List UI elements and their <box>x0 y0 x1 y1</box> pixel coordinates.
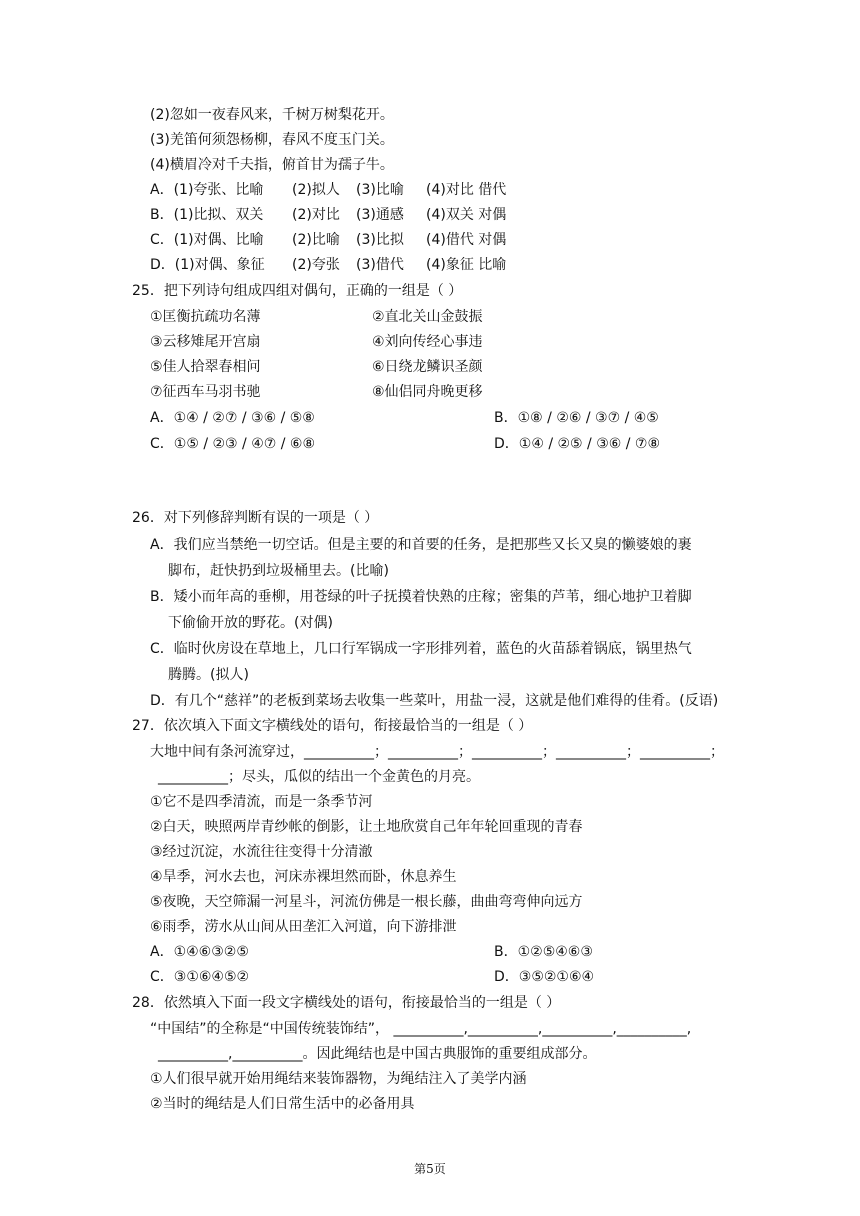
q25-item-8: ⑧仙侣同舟晚更移 <box>372 384 483 400</box>
q27-option-d: D．③⑤②①⑥④ <box>494 969 595 985</box>
q24-option-c-4: (4)借代 对偶 <box>426 232 507 248</box>
q24-line-4: (4)横眉冷对千夫指，俯首甘为孺子牛。 <box>150 157 394 173</box>
q27-item-5: ⑤夜晚，天空筛漏一河星斗，河流仿佛是一根长藤，曲曲弯弯伸向远方 <box>150 894 583 910</box>
q24-option-b-4: (4)双关 对偶 <box>426 207 507 223</box>
q25-item-1: ①匡衡抗疏功名薄 <box>150 309 261 325</box>
q27-item-4: ④旱季，河水去也，河床赤裸坦然而卧，休息养生 <box>150 869 457 885</box>
q28-item-2: ②当时的绳结是人们日常生活中的必备用具 <box>150 1096 415 1112</box>
q27-item-1: ①它不是四季清流，而是一条季节河 <box>150 794 373 810</box>
q27-option-a: A．①④⑥③②⑤ <box>150 944 249 960</box>
q27-item-6: ⑥雨季，涝水从山间从田垄汇入河道，向下游排泄 <box>150 919 457 935</box>
q28-stem: 28．依然填入下面一段文字横线处的语句，衔接最恰当的一组是（ ） <box>132 995 561 1011</box>
q24-option-c-3: (3)比拟 <box>356 232 404 248</box>
q24-line-2: (2)忽如一夜春风来，千树万树梨花开。 <box>150 107 394 123</box>
q27-item-2: ②白天，映照两岸青纱帐的倒影，让土地欣赏自己年年轮回重现的青春 <box>150 819 583 835</box>
q24-line-3: (3)羌笛何须怨杨柳，春风不度玉门关。 <box>150 132 394 148</box>
q26-option-a-line-1: A．我们应当禁绝一切空话。但是主要的和首要的任务，是把那些又长又臭的懒婆娘的裹 <box>150 537 692 553</box>
q24-option-d-3: (3)借代 <box>356 257 404 273</box>
q25-item-3: ③云移雉尾开宫扇 <box>150 334 261 350</box>
q27-option-b: B．①②⑤④⑥③ <box>494 944 593 960</box>
q24-option-d-1: D．(1)对偶、象征 <box>150 257 265 273</box>
q27-stem: 27．依次填入下面文字横线处的语句，衔接最恰当的一组是（ ） <box>132 718 533 734</box>
q24-option-a-4: (4)对比 借代 <box>426 182 507 198</box>
q26-stem: 26．对下列修辞判断有误的一项是（ ） <box>132 510 379 526</box>
q24-option-a <box>150 180 506 200</box>
q25-item-4: ④刘向传经心事违 <box>372 334 483 350</box>
q24-option-b <box>150 205 506 225</box>
q26-option-d: D．有几个“慈祥”的老板到菜场去收集一些菜叶，用盐一浸，这就是他们难得的佳肴。(反语) <box>150 693 719 709</box>
q25-option-d: D．①④ / ②⑤ / ③⑥ / ⑦⑧ <box>494 436 661 452</box>
q25-item-7: ⑦征西车马羽书驰 <box>150 384 261 400</box>
q27-options-row-1 <box>150 942 593 962</box>
q24-option-b-1: B．(1)比拟、双关 <box>150 207 264 223</box>
q24-option-d-4: (4)象征 比喻 <box>426 257 507 273</box>
q25-item-row-3 <box>150 357 483 377</box>
q25-item-6: ⑥日绕龙鳞识圣颜 <box>372 359 483 375</box>
q24-option-a-1: A．(1)夸张、比喻 <box>150 182 264 198</box>
q26-option-c-line-2: 腾腾。(拟人) <box>168 667 249 683</box>
q26-option-a-line-2: 脚布，赶快扔到垃圾桶里去。(比喻) <box>168 563 389 579</box>
q24-option-a-2: (2)拟人 <box>292 182 340 198</box>
q28-item-1: ①人们很早就开始用绳结来装饰器物，为绳结注入了美学内涵 <box>150 1071 527 1087</box>
q26-option-b-line-2: 下偷偷开放的野花。(对偶) <box>168 615 333 631</box>
q24-option-b-3: (3)通感 <box>356 207 404 223</box>
q24-option-d-2: (2)夸张 <box>292 257 340 273</box>
q25-item-row-2 <box>150 332 483 352</box>
page-number: 第5页 <box>414 1162 446 1176</box>
q28-text-line-1: “中国结”的全称是“中国传统装饰结”， __________,__________,__________,__________, <box>150 1021 692 1037</box>
q24-option-a-3: (3)比喻 <box>356 182 404 198</box>
q25-item-row-1 <box>150 307 483 327</box>
q24-option-c-1: C．(1)对偶、比喻 <box>150 232 264 248</box>
q27-text-line-2: __________；尽头，瓜似的结出一个金黄色的月亮。 <box>158 769 480 785</box>
q24-option-b-2: (2)对比 <box>292 207 340 223</box>
q25-item-5: ⑤佳人拾翠春相问 <box>150 359 261 375</box>
q28-text-line-2: __________,__________。因此绳结也是中国古典服饰的重要组成部分。 <box>158 1046 597 1062</box>
q27-option-c: C．③①⑥④⑤② <box>150 969 250 985</box>
q25-options-row-1 <box>150 408 659 428</box>
q24-option-c <box>150 230 506 250</box>
q26-option-c-line-1: C．临时伙房设在草地上，几口行军锅成一字形排列着，蓝色的火苗舔着锅底，锅里热气 <box>150 641 692 657</box>
q27-text-line-1: 大地中间有条河流穿过，__________；__________；__________；__________；__________； <box>150 744 724 760</box>
q27-options-row-2 <box>150 967 594 987</box>
q25-option-c: C．①⑤ / ②③ / ④⑦ / ⑥⑧ <box>150 436 316 452</box>
q26-option-b-line-1: B．矮小而年高的垂柳，用苍绿的叶子抚摸着快熟的庄稼；密集的芦苇，细心地护卫着脚 <box>150 589 692 605</box>
q24-option-c-2: (2)比喻 <box>292 232 340 248</box>
q25-options-row-2 <box>150 434 660 454</box>
q25-item-row-4 <box>150 382 483 402</box>
q25-option-a: A．①④ / ②⑦ / ③⑥ / ⑤⑧ <box>150 410 315 426</box>
q25-option-b: B．①⑧ / ②⑥ / ③⑦ / ④⑤ <box>494 410 659 426</box>
q25-item-2: ②直北关山金鼓振 <box>372 309 483 325</box>
q24-option-d <box>150 255 506 275</box>
q25-stem: 25．把下列诗句组成四组对偶句，正确的一组是（ ） <box>132 283 463 299</box>
q27-item-3: ③经过沉淀，水流往往变得十分清澈 <box>150 844 373 860</box>
